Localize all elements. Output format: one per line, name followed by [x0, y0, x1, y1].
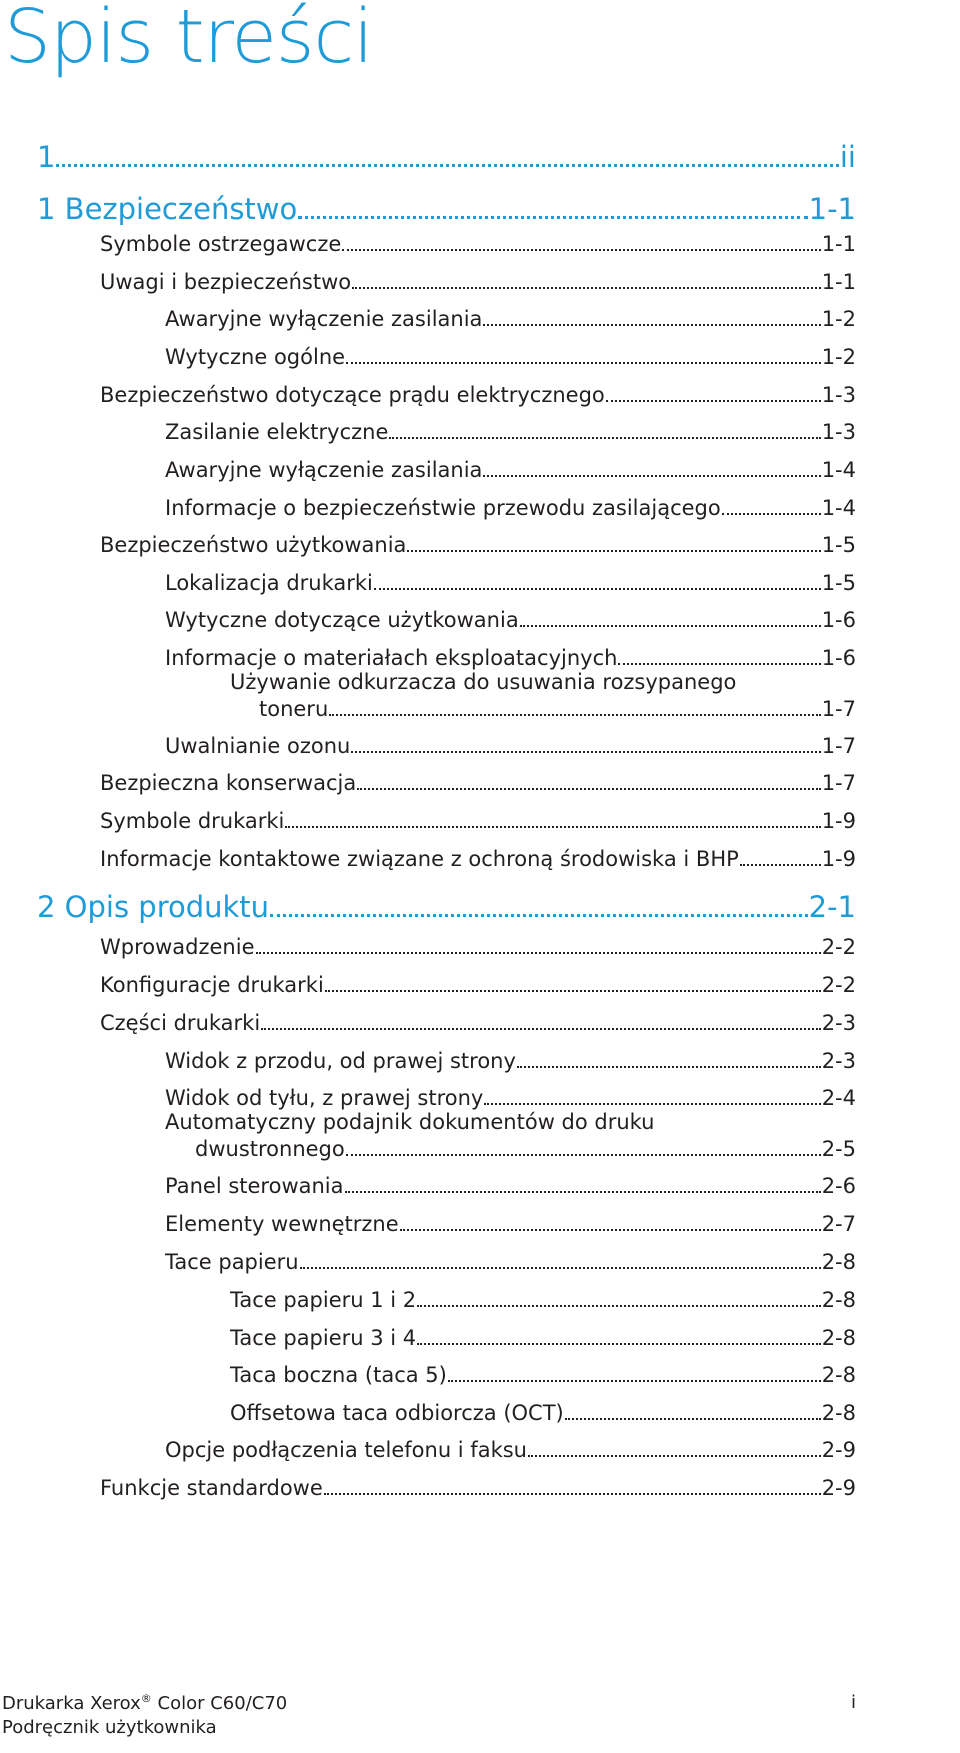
- toc-entry-title: Awaryjne wyłączenie zasilania: [165, 307, 483, 331]
- toc-entry-page: 2-8: [821, 1288, 856, 1312]
- toc-entry-page: 1-3: [821, 420, 856, 444]
- dot-leader: [517, 1066, 821, 1068]
- toc-entry-title-continued: dwustronnego: [195, 1137, 345, 1161]
- toc-entry-title: 2 Opis produktu: [37, 890, 270, 924]
- dot-leader: [285, 826, 820, 828]
- toc-entry-title: Opcje podłączenia telefonu i faksu: [165, 1438, 527, 1462]
- dot-leader: [351, 751, 820, 753]
- footer-guide: Podręcznik użytkownika: [2, 1717, 217, 1738]
- toc-entry[interactable]: [259, 697, 856, 721]
- toc-entry-title: Elementy wewnętrzne: [165, 1212, 399, 1236]
- toc-entry-page: 2-9: [821, 1438, 856, 1462]
- toc-entry-page: 2-8: [821, 1250, 856, 1274]
- toc-entry[interactable]: [100, 383, 856, 407]
- toc-entry-title: Symbole drukarki: [100, 809, 285, 833]
- dot-leader: [270, 914, 808, 917]
- toc-entry-page: 2-9: [821, 1476, 856, 1500]
- toc-entry[interactable]: [165, 1086, 856, 1110]
- toc-entry[interactable]: [230, 1401, 856, 1425]
- toc-entry[interactable]: [100, 973, 856, 997]
- toc-entry-page: 1-2: [821, 307, 856, 331]
- toc-entry-title-continued: toneru: [259, 697, 329, 721]
- toc-entry-page: 2-1: [808, 890, 856, 924]
- dot-leader: [357, 788, 820, 790]
- toc-entry[interactable]: [165, 646, 856, 670]
- dot-leader: [389, 437, 820, 439]
- toc-entry-title: Informacje o materiałach eksploatacyjnych: [165, 646, 618, 670]
- toc-entry[interactable]: [165, 1049, 856, 1073]
- toc-entry-page: 1-4: [821, 458, 856, 482]
- toc-entry-page: 1-2: [821, 345, 856, 369]
- toc-entry[interactable]: [230, 1326, 856, 1350]
- toc-entry[interactable]: [165, 608, 856, 632]
- toc-entry[interactable]: [165, 1250, 856, 1274]
- toc-entry-title: Tace papieru 1 i 2: [230, 1288, 417, 1312]
- toc-entry-page: 1-1: [821, 232, 856, 256]
- toc-entry[interactable]: [100, 1011, 856, 1035]
- toc-entry-title: Wytyczne ogólne: [165, 345, 346, 369]
- dot-leader: [329, 714, 820, 716]
- dot-leader: [520, 625, 821, 627]
- toc-entry[interactable]: [195, 1137, 856, 1161]
- toc-entry-title: Wytyczne dotyczące użytkowania: [165, 608, 519, 632]
- toc-entry-title: Zasilanie elektryczne: [165, 420, 389, 444]
- dot-leader: [256, 952, 821, 954]
- dot-leader: [346, 362, 821, 364]
- toc-entry-page: 2-4: [821, 1086, 856, 1110]
- toc-entry-page: 1-5: [821, 533, 856, 557]
- toc-entry[interactable]: [230, 1288, 856, 1312]
- toc-entry-page: 2-2: [821, 973, 856, 997]
- toc-entry-page: 1-6: [821, 646, 856, 670]
- toc-entry-title: Tace papieru 3 i 4: [230, 1326, 417, 1350]
- toc-entry[interactable]: [100, 847, 856, 871]
- footer-product: [2, 1692, 287, 1714]
- toc-entry-page: ii: [839, 140, 856, 174]
- dot-leader: [618, 663, 820, 665]
- dot-leader: [740, 864, 821, 866]
- toc-entry-title: Informacje kontaktowe związane z ochroną środowiska i BHP: [100, 847, 739, 871]
- toc-entry[interactable]: [165, 1438, 856, 1462]
- toc-entry-page: 1-7: [821, 771, 856, 795]
- toc-entry-title: Uwagi i bezpieczeństwo: [100, 270, 352, 294]
- dot-leader: [374, 588, 821, 590]
- toc-entry-page: 2-2: [821, 935, 856, 959]
- dot-leader: [417, 1343, 821, 1345]
- toc-entry-page: 2-8: [821, 1326, 856, 1350]
- toc-entry-title: Widok od tyłu, z prawej strony: [165, 1086, 484, 1110]
- toc-entry-page: 2-8: [821, 1401, 856, 1425]
- toc-entry-page: 2-3: [821, 1011, 856, 1035]
- toc-entry-title: Bezpieczeństwo użytkowania: [100, 533, 407, 557]
- dot-leader: [483, 475, 820, 477]
- toc-entry-page: 2-7: [821, 1212, 856, 1236]
- dot-leader: [565, 1418, 821, 1420]
- toc-entry-title: Informacje o bezpieczeństwie przewodu zasilającego: [165, 496, 721, 520]
- toc-entry-page: 2-8: [821, 1363, 856, 1387]
- dot-leader: [298, 216, 807, 219]
- toc-entry-page: 1-5: [821, 571, 856, 595]
- toc-entry[interactable]: [100, 1476, 856, 1500]
- toc-chapter-entry[interactable]: [37, 890, 856, 924]
- dot-leader: [261, 1028, 821, 1030]
- toc-entry-page: 1-3: [821, 383, 856, 407]
- toc-entry[interactable]: [165, 307, 856, 331]
- toc-entry-page: 1-1: [821, 270, 856, 294]
- toc-entry[interactable]: [165, 458, 856, 482]
- registered-mark: ®: [140, 1692, 152, 1705]
- dot-leader: [352, 287, 821, 289]
- toc-entry-page: 1-9: [821, 809, 856, 833]
- dot-leader: [342, 249, 820, 251]
- toc-entry-title: Automatyczny podajnik dokumentów do druku: [165, 1110, 655, 1134]
- toc-entry[interactable]: [165, 345, 856, 369]
- footer-product-name: Drukarka Xerox: [2, 1693, 141, 1714]
- toc-entry-page: 1-9: [821, 847, 856, 871]
- toc-entry[interactable]: [165, 571, 856, 595]
- toc-entry[interactable]: [165, 734, 856, 758]
- toc-entry-title: Taca boczna (taca 5): [230, 1363, 447, 1387]
- toc-entry-title: 1: [37, 140, 56, 174]
- dot-leader: [324, 1493, 821, 1495]
- dot-leader: [345, 1191, 821, 1193]
- toc-entry-title: Offsetowa taca odbiorcza (OCT): [230, 1401, 564, 1425]
- toc-entry[interactable]: [100, 533, 856, 557]
- toc-entry-page: 2-6: [821, 1174, 856, 1198]
- toc-entry-title: Bezpieczna konserwacja: [100, 771, 357, 795]
- toc-entry-title: Panel sterowania: [165, 1174, 344, 1198]
- page-title: Spis treści: [4, 0, 373, 80]
- toc-entry-title: Wprowadzenie: [100, 935, 255, 959]
- toc-entry-page: 2-3: [821, 1049, 856, 1073]
- toc-chapter-entry[interactable]: [37, 192, 856, 226]
- toc-entry-title: 1 Bezpieczeństwo: [37, 192, 298, 226]
- dot-leader: [606, 400, 821, 402]
- toc-chapter-entry[interactable]: [37, 140, 856, 174]
- dot-leader: [346, 1154, 821, 1156]
- toc-entry-page: 1-6: [821, 608, 856, 632]
- dot-leader: [417, 1305, 821, 1307]
- dot-leader: [722, 513, 821, 515]
- toc-entry-title: Części drukarki: [100, 1011, 261, 1035]
- toc-entry[interactable]: [165, 1174, 856, 1198]
- dot-leader: [300, 1267, 821, 1269]
- page-number: i: [850, 1692, 856, 1713]
- dot-leader: [325, 990, 821, 992]
- toc-entry-page: 2-5: [821, 1137, 856, 1161]
- toc-entry[interactable]: [165, 420, 856, 444]
- toc-entry-title: Lokalizacja drukarki: [165, 571, 373, 595]
- toc-entry[interactable]: [100, 809, 856, 833]
- dot-leader: [528, 1455, 821, 1457]
- toc-entry-title: Tace papieru: [165, 1250, 299, 1274]
- toc-entry-title: Używanie odkurzacza do usuwania rozsypanego: [230, 670, 737, 694]
- toc-entry[interactable]: [230, 1363, 856, 1387]
- footer-model: Color C60/C70: [151, 1693, 288, 1714]
- dot-leader: [56, 164, 838, 167]
- toc-entry[interactable]: [165, 496, 856, 520]
- toc-entry-page: 1-7: [821, 697, 856, 721]
- toc-entry[interactable]: [100, 771, 856, 795]
- toc-entry[interactable]: [100, 935, 856, 959]
- toc-entry-title: Konfiguracje drukarki: [100, 973, 324, 997]
- toc-entry[interactable]: [100, 270, 856, 294]
- toc-entry-title: Awaryjne wyłączenie zasilania: [165, 458, 483, 482]
- toc-entry-page: 1-1: [808, 192, 856, 226]
- toc-entry-title: Bezpieczeństwo dotyczące prądu elektrycznego: [100, 383, 605, 407]
- toc-entry[interactable]: [165, 1212, 856, 1236]
- dot-leader: [484, 1103, 820, 1105]
- dot-leader: [407, 550, 820, 552]
- dot-leader: [400, 1229, 821, 1231]
- toc-entry-title: Symbole ostrzegawcze: [100, 232, 342, 256]
- toc-entry-title: Uwalnianie ozonu: [165, 734, 351, 758]
- dot-leader: [483, 324, 820, 326]
- toc-entry-title: Funkcje standardowe: [100, 1476, 323, 1500]
- toc-entry[interactable]: [100, 232, 856, 256]
- toc-entry-page: 1-7: [821, 734, 856, 758]
- dot-leader: [448, 1380, 821, 1382]
- toc-entry-title: Widok z przodu, od prawej strony: [165, 1049, 516, 1073]
- toc-entry-page: 1-4: [821, 496, 856, 520]
